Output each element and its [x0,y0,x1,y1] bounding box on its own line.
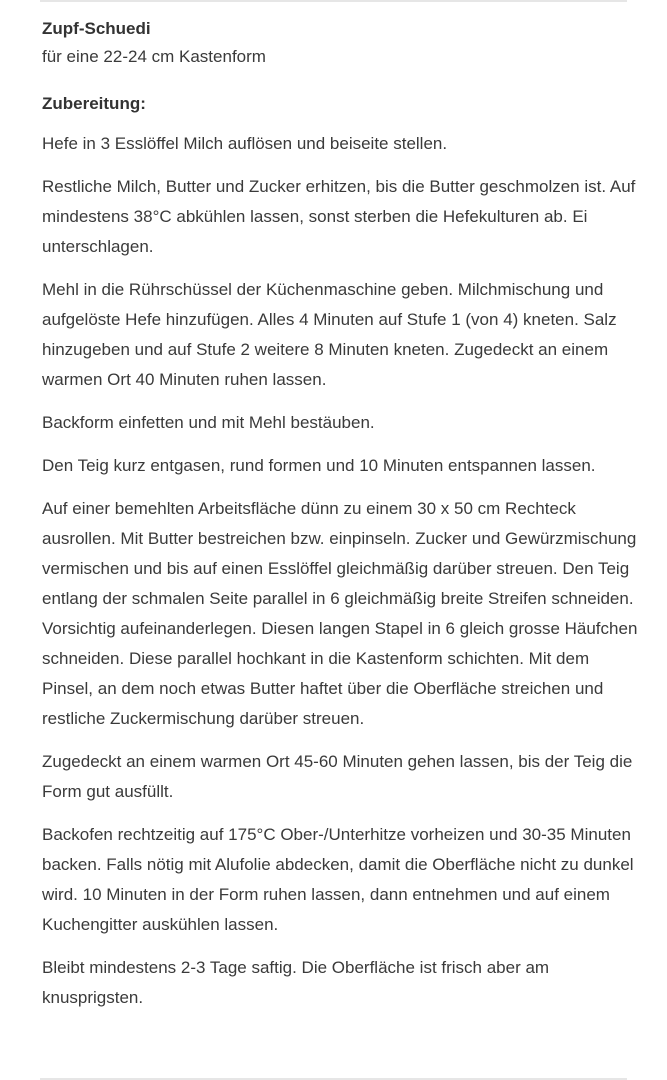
preparation-step-5: Den Teig kurz entgasen, rund formen und 10 Minuten entspannen lassen. [42,456,596,475]
preparation-step-1: Hefe in 3 Esslöffel Milch auflösen und beiseite stellen. [42,134,448,153]
recipe-subtitle: für eine 22-24 cm Kastenform [42,47,266,66]
preparation-step-9: Bleibt mindestens 2-3 Tage saftig. Die Oberfläche ist frisch aber am knusprigsten. [42,958,550,1007]
recipe-content [42,17,642,1013]
preparation-step-6: Auf einer bemehlten Arbeitsfläche dünn zu einem 30 x 50 cm Rechteck ausrollen. Mit Butter bestreichen bzw. einpinseln. Zucker und Gewürzmischung vermischen und bis auf einen Esslöffel gleichmäßig darüber streuen. Den Teig entlang der schmalen Seite parallel in 6 gleichmäßig breite Streifen schneiden. Vorsichtig aufeinanderlegen. Diesen langen Stapel in 6 gleich grosse Häufchen schneiden. Diese parallel hochkant in die Kastenform schichten. Mit dem Pinsel, an dem noch etwas Butter haftet über die Oberfläche streichen und restliche Zuckermischung darüber streuen. [42,499,638,728]
preparation-step-7: Zugedeckt an einem warmen Ort 45-60 Minuten gehen lassen, bis der Teig die Form gut ausfüllt. [42,752,633,801]
recipe-title: Zupf-Schuedi [42,19,151,38]
preparation-step-8: Backofen rechtzeitig auf 175°C Ober-/Unterhitze vorheizen und 30-35 Minuten backen. Falls nötig mit Alufolie abdecken, damit die Oberfläche nicht zu dunkel wird. 10 Minuten in der Form ruhen lassen, dann entnehmen und auf einem Kuchengitter auskühlen lassen. [42,825,634,934]
preparation-heading: Zubereitung: [42,94,146,113]
preparation-steps [42,129,642,1013]
top-divider [40,0,627,2]
preparation-step-3: Mehl in die Rührschüssel der Küchenmaschine geben. Milchmischung und aufgelöste Hefe hinzufügen. Alles 4 Minuten auf Stufe 1 (von 4) kneten. Salz hinzugeben und auf Stufe 2 weitere 8 Minuten kneten. Zugedeckt an einem warmen Ort 40 Minuten ruhen lassen. [42,280,617,389]
preparation-step-4: Backform einfetten und mit Mehl bestäuben. [42,413,375,432]
preparation-step-2: Restliche Milch, Butter und Zucker erhitzen, bis die Butter geschmolzen ist. Auf mindestens 38°C abkühlen lassen, sonst sterben die Hefekulturen ab. Ei unterschlagen. [42,177,636,256]
